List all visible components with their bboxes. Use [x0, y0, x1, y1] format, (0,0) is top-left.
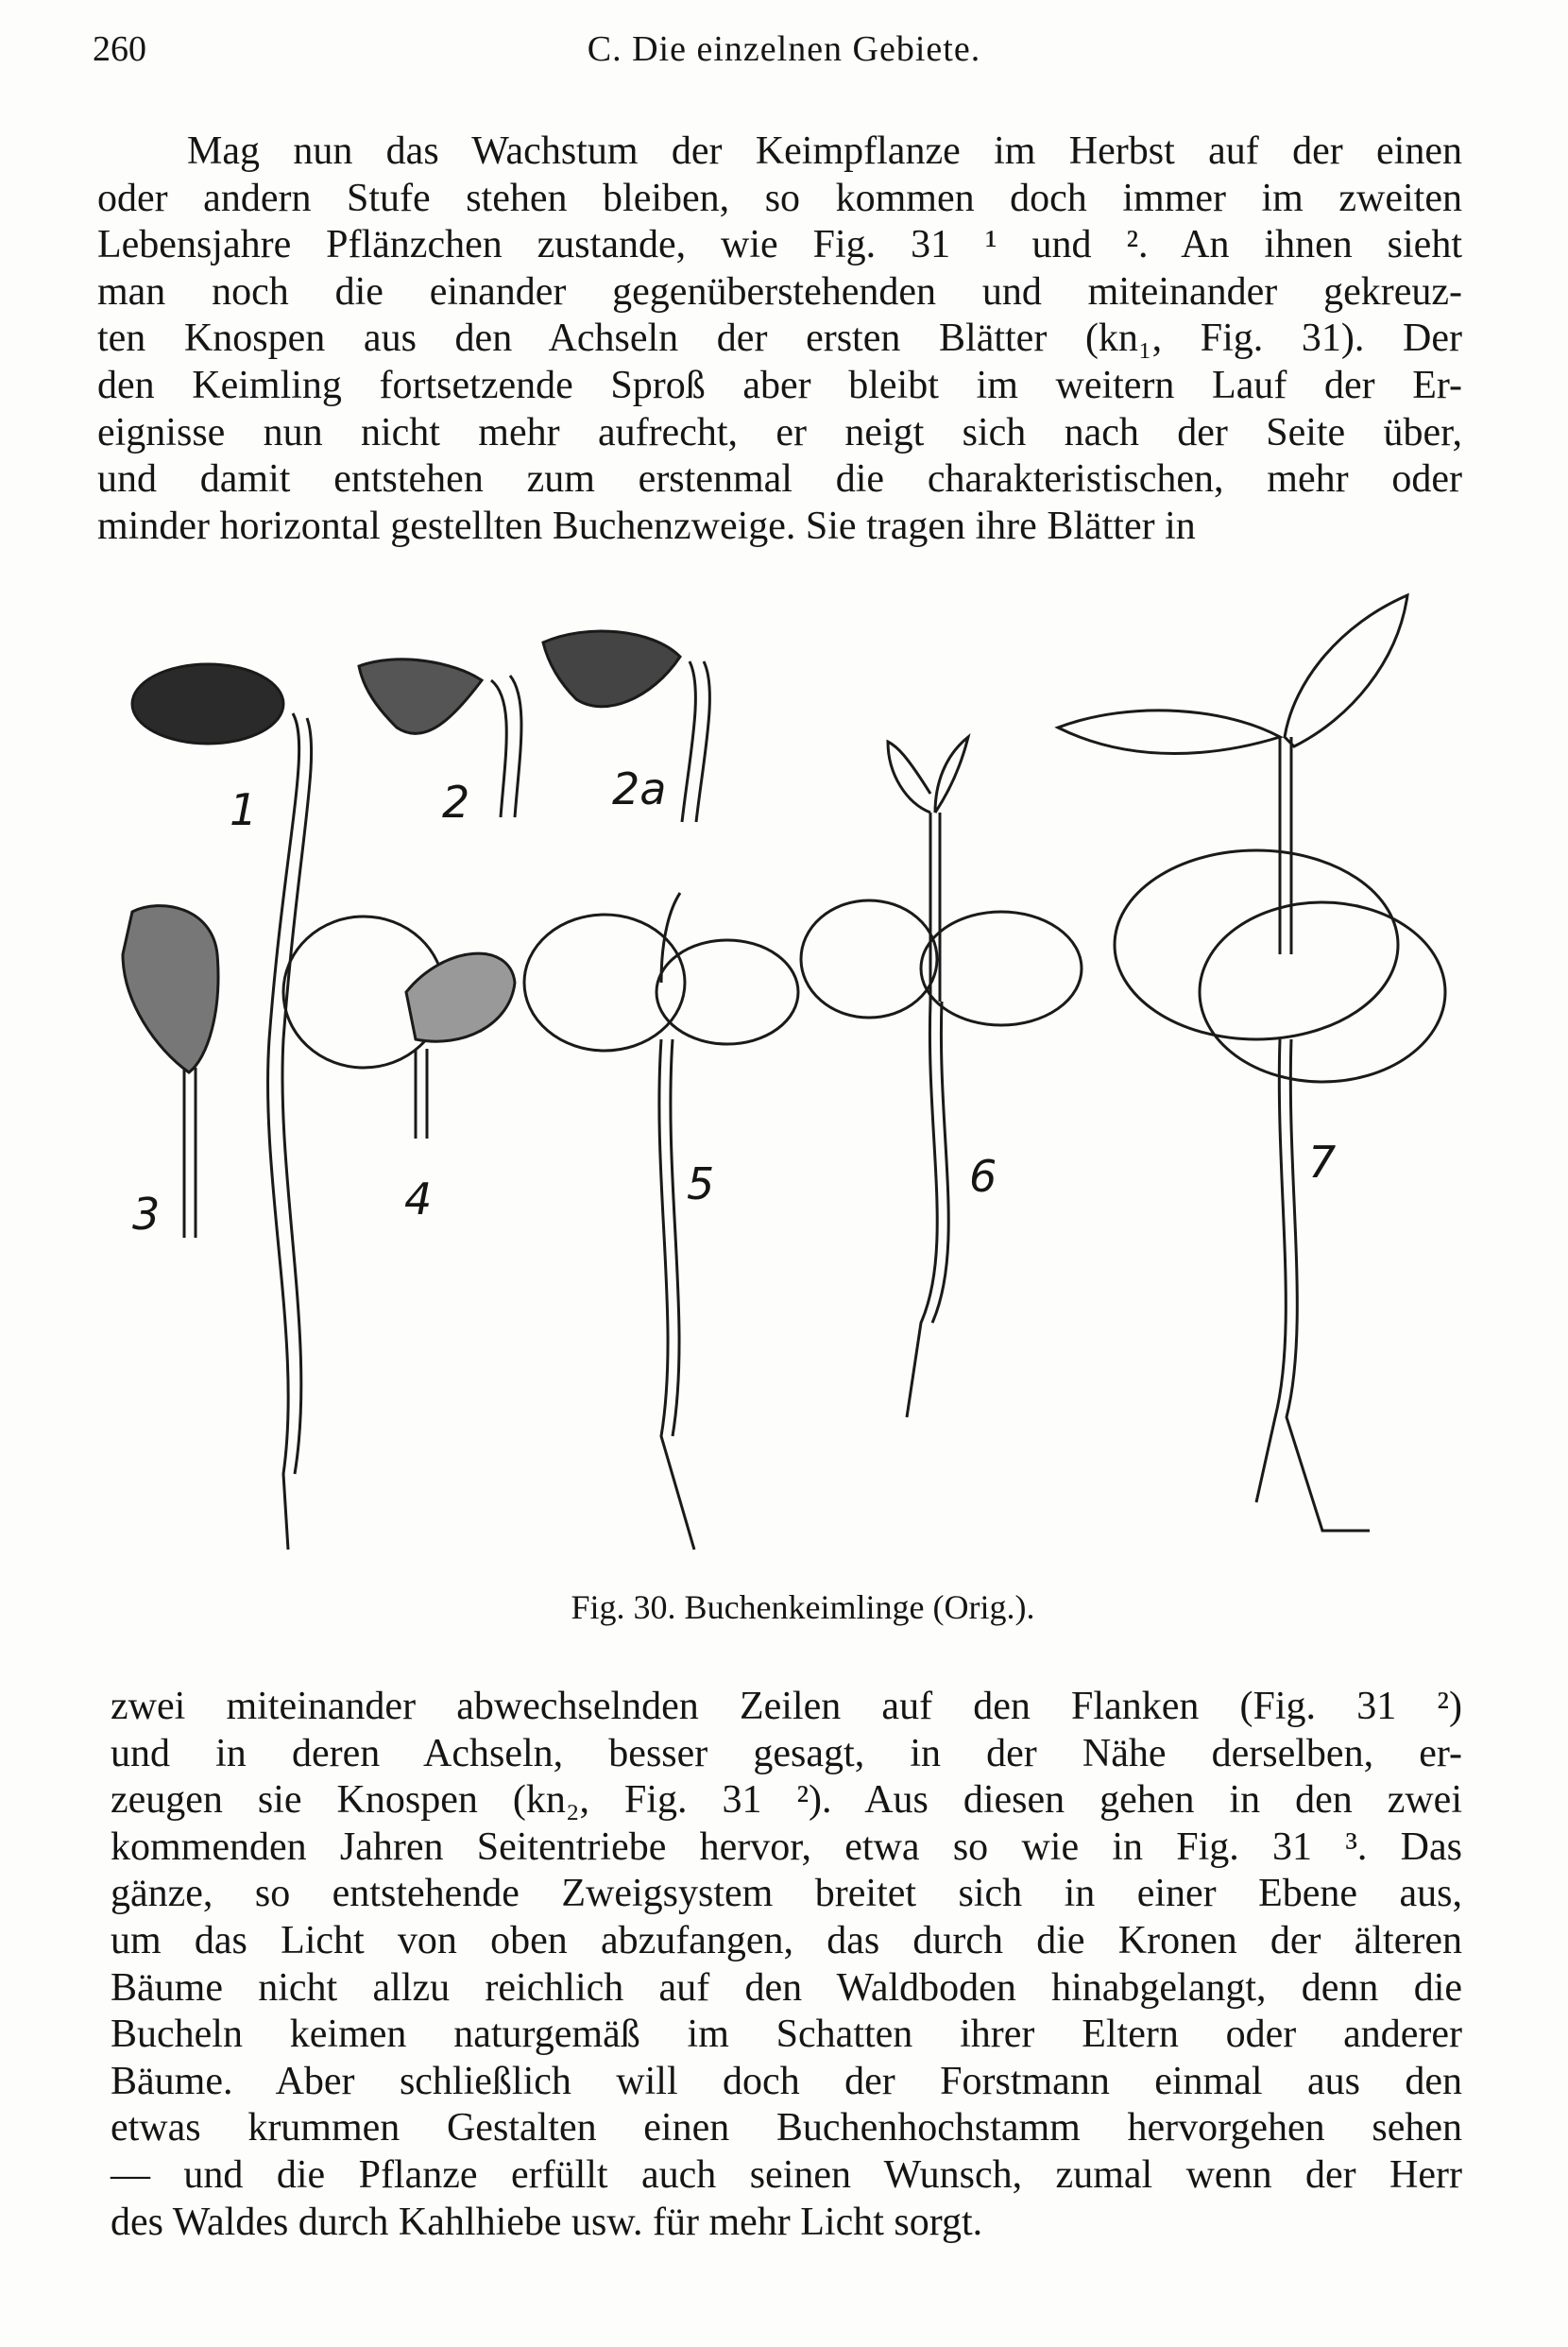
seedling-6 — [801, 737, 1082, 1417]
figure-label-3: 3 — [132, 1189, 161, 1240]
text-line: und damit entstehen zum erstenmal die charakteristischen, mehr oder — [97, 457, 1462, 502]
text-line: kommenden Jahren Seitentriebe hervor, etwa so wie in Fig. 31 ³. Das — [111, 1824, 1462, 1869]
text-line: Bäume nicht allzu reichlich auf den Waldboden hinabgelangt, denn die — [111, 1965, 1462, 2010]
seedling-5 — [524, 893, 798, 1550]
text-line: minder horizontal gestellten Buchenzweige. Sie tragen ihre Blätter in — [97, 504, 1196, 548]
text-line: gänze, so entstehende Zweigsystem breitet sich in einer Ebene aus, — [111, 1872, 1462, 1916]
figure-label-2a: 2a — [612, 763, 667, 814]
text-line: etwas krummen Gestalten einen Buchenhochstamm hervorgehen sehen — [111, 2106, 1462, 2150]
text-line: den Keimling fortsetzende Sproß aber bleibt im weitern Lauf der Er- — [97, 363, 1462, 407]
text-line: Lebensjahre Pflänzchen zustande, wie Fig. 31 ¹ und ². An ihnen sieht — [97, 223, 1462, 267]
figure-label-1: 1 — [230, 784, 258, 835]
text-line: zwei miteinander abwechselnden Zeilen auf den Flanken (Fig. 31 ²) — [111, 1685, 1462, 1728]
figure-label-2: 2 — [442, 777, 470, 828]
text-line: Mag nun das Wachstum der Keimpflanze im Herbst auf der einen — [187, 129, 1462, 173]
text-line: oder andern Stufe stehen bleiben, so kommen doch immer im zweiten — [97, 176, 1462, 220]
running-head: C. Die einzelnen Gebiete. — [587, 29, 981, 69]
text-line: und in deren Achseln, besser gesagt, in der Nähe derselben, er- — [111, 1731, 1462, 1775]
seedling-1 — [132, 664, 312, 1550]
seedling-4 — [283, 917, 515, 1139]
figure-label-5: 5 — [687, 1158, 715, 1209]
text-line: eignisse nun nicht mehr aufrecht, er neigt sich nach der Seite über, — [97, 410, 1462, 454]
text-line: des Waldes durch Kahlhiebe usw. für mehr Licht sorgt. — [111, 2200, 983, 2244]
text-line: man noch die einander gegenüberstehenden und miteinander gekreuz- — [97, 269, 1462, 314]
text-line: Bucheln keimen naturgemäß im Schatten ihrer Eltern oder anderer — [111, 2013, 1462, 2057]
paragraph-bottom — [111, 1684, 1462, 2246]
page-number: 260 — [93, 29, 146, 69]
text-line: zeugen sie Knospen (kn₂, Fig. 31 ²). Aus diesen gehen in den zwei — [111, 1778, 1462, 1823]
text-line: Bäume. Aber schließlich will doch der Forstmann einmal aus den — [111, 2059, 1462, 2103]
seedling-7 — [1058, 595, 1445, 1531]
figure-label-4: 4 — [404, 1174, 433, 1225]
figure-label-7: 7 — [1308, 1137, 1337, 1188]
text-line: um das Licht von oben abzufangen, das durch die Kronen der älteren — [111, 1918, 1462, 1962]
figure-caption: Fig. 30. Buchenkeimlinge (Orig.). — [571, 1588, 1035, 1626]
seedling-2 — [359, 660, 521, 817]
figure-label-6: 6 — [969, 1151, 997, 1202]
text-line: — und die Pflanze erfüllt auch seinen Wunsch, zumal wenn der Herr — [111, 2152, 1462, 2197]
text-line: ten Knospen aus den Achseln der ersten Blätter (kn₁, Fig. 31). Der — [97, 317, 1462, 361]
